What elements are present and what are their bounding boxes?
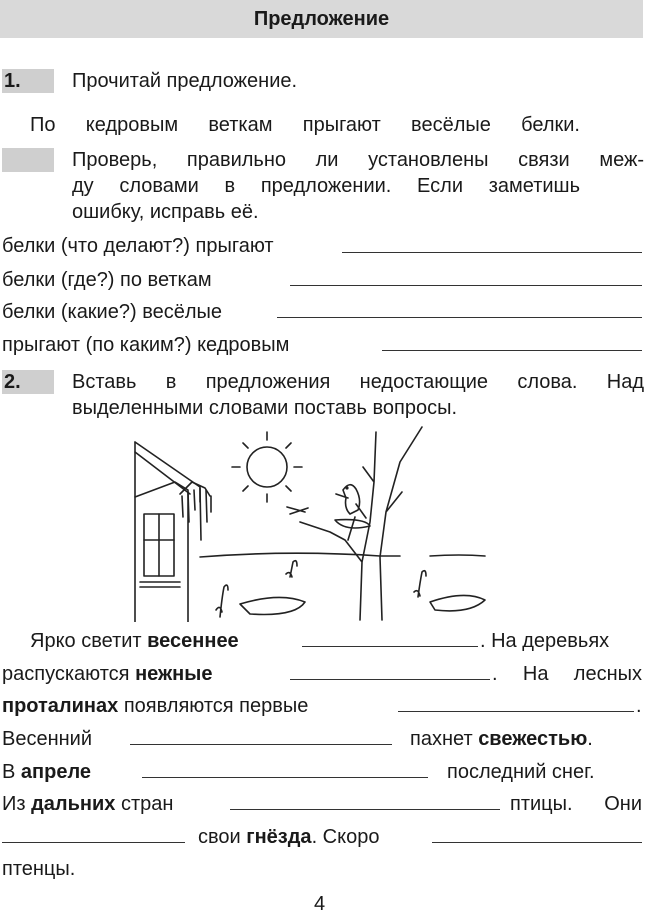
answer-line[interactable] [2,842,185,843]
fill-line-8: птенцы. [2,858,76,880]
fill-line-4: Весенний [2,728,93,750]
task1-instruction: Прочитай предложение. [72,70,298,92]
check-line-1: Проверь, правильно ли установлены связи меж- [72,149,644,171]
fill-line-7: свои гнёзда. Скоро [198,826,380,848]
task-number-box: 1. [2,69,54,93]
page-number: 4 [314,893,326,915]
answer-line[interactable] [432,842,642,843]
answer-line[interactable] [142,777,428,778]
house-drawing [135,442,211,622]
fill-line-5-end: последний снег. [447,761,595,783]
fill-line-1: Ярко светит весеннее [30,630,239,652]
task2-instruction-line-1: Вставь в предложения недостающие слова. Над [72,371,644,393]
spring-illustration [130,422,492,622]
fill-line-3-end: . [636,695,642,717]
sun-drawing [232,432,302,502]
snowdrops-drawing [216,561,485,617]
pair-4: прыгают (по каким?) кедровым [2,334,290,356]
page-header: Предложение [0,0,643,38]
pair-1: белки (что делают?) прыгают [2,235,274,257]
answer-line[interactable] [382,350,642,351]
bird-drawing [336,485,366,518]
check-line-3: ошибку, исправь её. [72,201,259,223]
fill-line-2-end: . На лесных [492,663,642,685]
answer-line[interactable] [302,646,478,647]
fill-line-3: проталинах появляются первые [2,695,309,717]
fill-line-1-end: . На деревьях [480,630,610,652]
fill-line-4-end: пахнет свежестью. [410,728,593,750]
pair-2: белки (где?) по веткам [2,269,212,291]
fill-line-6: Из дальних стран [2,793,174,815]
answer-line[interactable] [290,285,642,286]
answer-line[interactable] [342,252,642,253]
pair-3: белки (какие?) весёлые [2,301,223,323]
tree-drawing [287,427,422,620]
answer-line[interactable] [290,679,490,680]
check-marker-box [2,148,54,172]
task-number-box: 2. [2,370,54,394]
answer-line[interactable] [130,744,392,745]
check-line-2: ду словами в предложении. Если заметишь [72,175,580,197]
fill-line-5: В апреле [2,761,92,783]
answer-line[interactable] [398,711,634,712]
example-sentence: По кедровым веткам прыгают весёлые белки. [30,114,580,136]
answer-line[interactable] [277,317,642,318]
answer-line[interactable] [230,809,500,810]
fill-line-6-end: птицы. Они [510,793,642,815]
fill-line-2: распускаются нежные [2,663,213,685]
task2-instruction-line-2: выделенными словами поставь вопросы. [72,397,458,419]
